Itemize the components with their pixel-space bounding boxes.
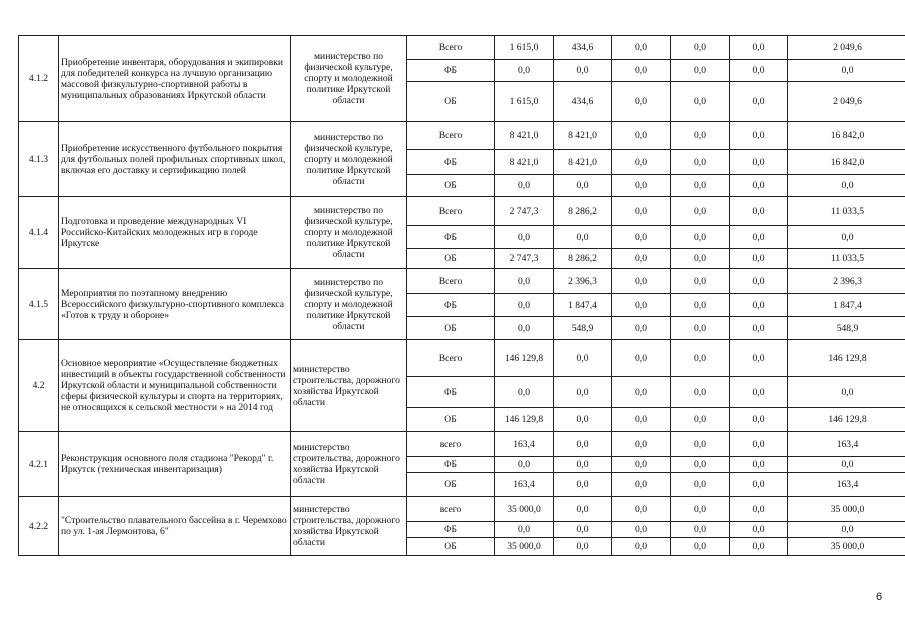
amount-value: 0,0	[554, 497, 612, 522]
amount-value: 0,0	[671, 60, 730, 82]
table-row	[19, 340, 905, 377]
amount-value: 0,0	[730, 60, 788, 82]
page-number: 6	[876, 591, 883, 603]
total-value: 11 033,5	[788, 197, 905, 226]
amount-value: 0,0	[554, 408, 612, 432]
item-code: 4.2.2	[19, 497, 59, 556]
item-executor: министерство по физической культуре, спорту и молодежной политике Иркутской области	[291, 122, 407, 197]
amount-value: 0,0	[612, 249, 671, 269]
item-name: Реконструкция основного поля стадиона "Рекорд" г. Иркутск (техническая инвентаризация)	[59, 432, 291, 497]
amount-value: 0,0	[612, 294, 671, 317]
amount-value: 0,0	[730, 317, 788, 340]
funding-source: ФБ	[407, 60, 495, 82]
amount-value: 0,0	[671, 538, 730, 556]
amount-value: 0,0	[730, 408, 788, 432]
amount-value: 35 000,0	[495, 538, 554, 556]
amount-value: 0,0	[730, 82, 788, 122]
funding-source: ОБ	[407, 538, 495, 556]
item-code: 4.1.2	[19, 36, 59, 122]
table-body	[19, 36, 905, 556]
total-value: 35 000,0	[788, 538, 905, 556]
amount-value: 0,0	[495, 522, 554, 538]
amount-value: 0,0	[612, 538, 671, 556]
amount-value: 0,0	[730, 175, 788, 197]
amount-value: 0,0	[730, 36, 788, 60]
amount-value: 1 615,0	[495, 82, 554, 122]
amount-value: 8 286,2	[554, 249, 612, 269]
amount-value: 0,0	[730, 340, 788, 377]
amount-value: 0,0	[554, 175, 612, 197]
amount-value: 163,4	[495, 432, 554, 457]
item-code: 4.2	[19, 340, 59, 432]
amount-value: 146 129,8	[495, 340, 554, 377]
amount-value: 0,0	[730, 457, 788, 473]
funding-source: всего	[407, 432, 495, 457]
item-name: Подготовка и проведение международных VI Российско-Китайских молодежных игр в городе Иркутске	[59, 197, 291, 269]
total-value: 0,0	[788, 377, 905, 408]
amount-value: 0,0	[612, 473, 671, 497]
amount-value: 0,0	[730, 150, 788, 175]
amount-value: 0,0	[612, 226, 671, 249]
amount-value: 0,0	[671, 82, 730, 122]
total-value: 16 842,0	[788, 122, 905, 150]
amount-value: 2 747,3	[495, 197, 554, 226]
amount-value: 0,0	[612, 269, 671, 294]
amount-value: 0,0	[671, 432, 730, 457]
amount-value: 0,0	[495, 457, 554, 473]
funding-source: Всего	[407, 340, 495, 377]
amount-value: 0,0	[671, 269, 730, 294]
amount-value: 0,0	[495, 175, 554, 197]
item-code: 4.2.1	[19, 432, 59, 497]
amount-value: 0,0	[671, 122, 730, 150]
amount-value: 0,0	[671, 340, 730, 377]
amount-value: 0,0	[671, 457, 730, 473]
item-name: Приобретение искусственного футбольного покрытия для футбольных полей профильных спортивных школ, включая его доставку и сертификацию полей	[59, 122, 291, 197]
table-row	[19, 269, 905, 294]
amount-value: 8 421,0	[495, 150, 554, 175]
table-row	[19, 36, 905, 60]
item-name: Основное мероприятие «Осуществление бюджетных инвестиций в объекты государственной собственности Иркутской области и муниципальной собственности сферы физической культуры и спорта на территориях, не относящихся к сельской местности » на 2014 год	[59, 340, 291, 432]
item-code: 4.1.4	[19, 197, 59, 269]
total-value: 548,9	[788, 317, 905, 340]
item-name: "Строительство плавательного бассейна в г. Черемхово по ул. 1-ая Лермонтова, 6"	[59, 497, 291, 556]
table-row	[19, 432, 905, 457]
amount-value: 0,0	[612, 122, 671, 150]
amount-value: 0,0	[612, 60, 671, 82]
amount-value: 0,0	[612, 150, 671, 175]
amount-value: 0,0	[612, 377, 671, 408]
item-executor: министерство по физической культуре, спорту и молодежной политике Иркутской области	[291, 269, 407, 340]
amount-value: 0,0	[554, 226, 612, 249]
amount-value: 0,0	[612, 432, 671, 457]
total-value: 0,0	[788, 60, 905, 82]
total-value: 0,0	[788, 522, 905, 538]
total-value: 163,4	[788, 432, 905, 457]
amount-value: 0,0	[554, 457, 612, 473]
amount-value: 0,0	[671, 408, 730, 432]
funding-source: Всего	[407, 269, 495, 294]
funding-source: Всего	[407, 122, 495, 150]
amount-value: 163,4	[495, 473, 554, 497]
amount-value: 0,0	[495, 317, 554, 340]
amount-value: 0,0	[612, 522, 671, 538]
item-executor: министерство строительства, дорожного хозяйства Иркутской области	[291, 432, 407, 497]
amount-value: 0,0	[671, 197, 730, 226]
amount-value: 0,0	[671, 317, 730, 340]
funding-source: ФБ	[407, 226, 495, 249]
item-name: Мероприятия по поэтапному внедрению Всероссийского физкультурно-спортивного комплекса «Готов к труду и обороне»	[59, 269, 291, 340]
amount-value: 0,0	[730, 122, 788, 150]
amount-value: 8 421,0	[554, 150, 612, 175]
item-code: 4.1.5	[19, 269, 59, 340]
total-value: 35 000,0	[788, 497, 905, 522]
amount-value: 0,0	[495, 294, 554, 317]
total-value: 16 842,0	[788, 150, 905, 175]
total-value: 0,0	[788, 175, 905, 197]
item-executor: министерство по физической культуре, спорту и молодежной политике Иркутской области	[291, 197, 407, 269]
amount-value: 0,0	[730, 497, 788, 522]
funding-source: ФБ	[407, 150, 495, 175]
amount-value: 0,0	[554, 60, 612, 82]
amount-value: 0,0	[671, 226, 730, 249]
amount-value: 0,0	[612, 408, 671, 432]
item-executor: министерство строительства, дорожного хозяйства Иркутской области	[291, 497, 407, 556]
total-value: 2 049,6	[788, 36, 905, 60]
amount-value: 0,0	[730, 522, 788, 538]
amount-value: 8 421,0	[554, 122, 612, 150]
amount-value: 434,6	[554, 82, 612, 122]
amount-value: 0,0	[671, 497, 730, 522]
amount-value: 0,0	[554, 538, 612, 556]
amount-value: 0,0	[730, 473, 788, 497]
funding-source: ФБ	[407, 522, 495, 538]
amount-value: 0,0	[671, 175, 730, 197]
amount-value: 434,6	[554, 36, 612, 60]
total-value: 146 129,8	[788, 340, 905, 377]
amount-value: 8 286,2	[554, 197, 612, 226]
amount-value: 0,0	[612, 340, 671, 377]
table-row	[19, 122, 905, 150]
amount-value: 0,0	[495, 60, 554, 82]
amount-value: 2 747,3	[495, 249, 554, 269]
funding-source: ОБ	[407, 82, 495, 122]
amount-value: 0,0	[612, 82, 671, 122]
amount-value: 2 396,3	[554, 269, 612, 294]
amount-value: 0,0	[730, 269, 788, 294]
total-value: 146 129,8	[788, 408, 905, 432]
funding-source: ОБ	[407, 175, 495, 197]
amount-value: 0,0	[612, 457, 671, 473]
total-value: 0,0	[788, 457, 905, 473]
funding-source: ФБ	[407, 294, 495, 317]
amount-value: 0,0	[612, 317, 671, 340]
amount-value: 0,0	[612, 497, 671, 522]
item-executor: министерство по физической культуре, спорту и молодежной политике Иркутской области	[291, 36, 407, 122]
amount-value: 0,0	[554, 340, 612, 377]
amount-value: 0,0	[495, 377, 554, 408]
amount-value: 8 421,0	[495, 122, 554, 150]
amount-value: 0,0	[554, 473, 612, 497]
amount-value: 0,0	[671, 249, 730, 269]
total-value: 0,0	[788, 226, 905, 249]
amount-value: 0,0	[495, 269, 554, 294]
item-executor: министерство строительства, дорожного хозяйства Иркутской области	[291, 340, 407, 432]
amount-value: 0,0	[730, 249, 788, 269]
amount-value: 0,0	[730, 294, 788, 317]
amount-value: 0,0	[671, 36, 730, 60]
table-row	[19, 197, 905, 226]
amount-value: 0,0	[554, 377, 612, 408]
amount-value: 0,0	[730, 432, 788, 457]
item-code: 4.1.3	[19, 122, 59, 197]
amount-value: 0,0	[730, 197, 788, 226]
table-row	[19, 497, 905, 522]
budget-table	[18, 35, 905, 556]
amount-value: 1 847,4	[554, 294, 612, 317]
amount-value: 146 129,8	[495, 408, 554, 432]
funding-source: ФБ	[407, 457, 495, 473]
funding-source: ОБ	[407, 408, 495, 432]
amount-value: 0,0	[671, 377, 730, 408]
amount-value: 1 615,0	[495, 36, 554, 60]
amount-value: 35 000,0	[495, 497, 554, 522]
amount-value: 0,0	[612, 197, 671, 226]
amount-value: 0,0	[671, 294, 730, 317]
item-name: Приобретение инвентаря, оборудования и экипировки для победителей конкурса на лучшую организацию массовой физкультурно-спортивной работы в муниципальных образованиях Иркутской области	[59, 36, 291, 122]
total-value: 11 033,5	[788, 249, 905, 269]
total-value: 2 049,6	[788, 82, 905, 122]
funding-source: ОБ	[407, 249, 495, 269]
funding-source: ОБ	[407, 317, 495, 340]
amount-value: 0,0	[730, 377, 788, 408]
amount-value: 0,0	[671, 473, 730, 497]
funding-source: Всего	[407, 197, 495, 226]
amount-value: 0,0	[495, 226, 554, 249]
amount-value: 0,0	[671, 150, 730, 175]
amount-value: 0,0	[730, 538, 788, 556]
funding-source: Всего	[407, 36, 495, 60]
amount-value: 0,0	[730, 226, 788, 249]
funding-source: всего	[407, 497, 495, 522]
funding-source: ОБ	[407, 473, 495, 497]
total-value: 2 396,3	[788, 269, 905, 294]
amount-value: 0,0	[554, 432, 612, 457]
amount-value: 0,0	[612, 36, 671, 60]
funding-source: ФБ	[407, 377, 495, 408]
amount-value: 0,0	[554, 522, 612, 538]
total-value: 1 847,4	[788, 294, 905, 317]
amount-value: 0,0	[671, 522, 730, 538]
total-value: 163,4	[788, 473, 905, 497]
amount-value: 0,0	[612, 175, 671, 197]
amount-value: 548,9	[554, 317, 612, 340]
